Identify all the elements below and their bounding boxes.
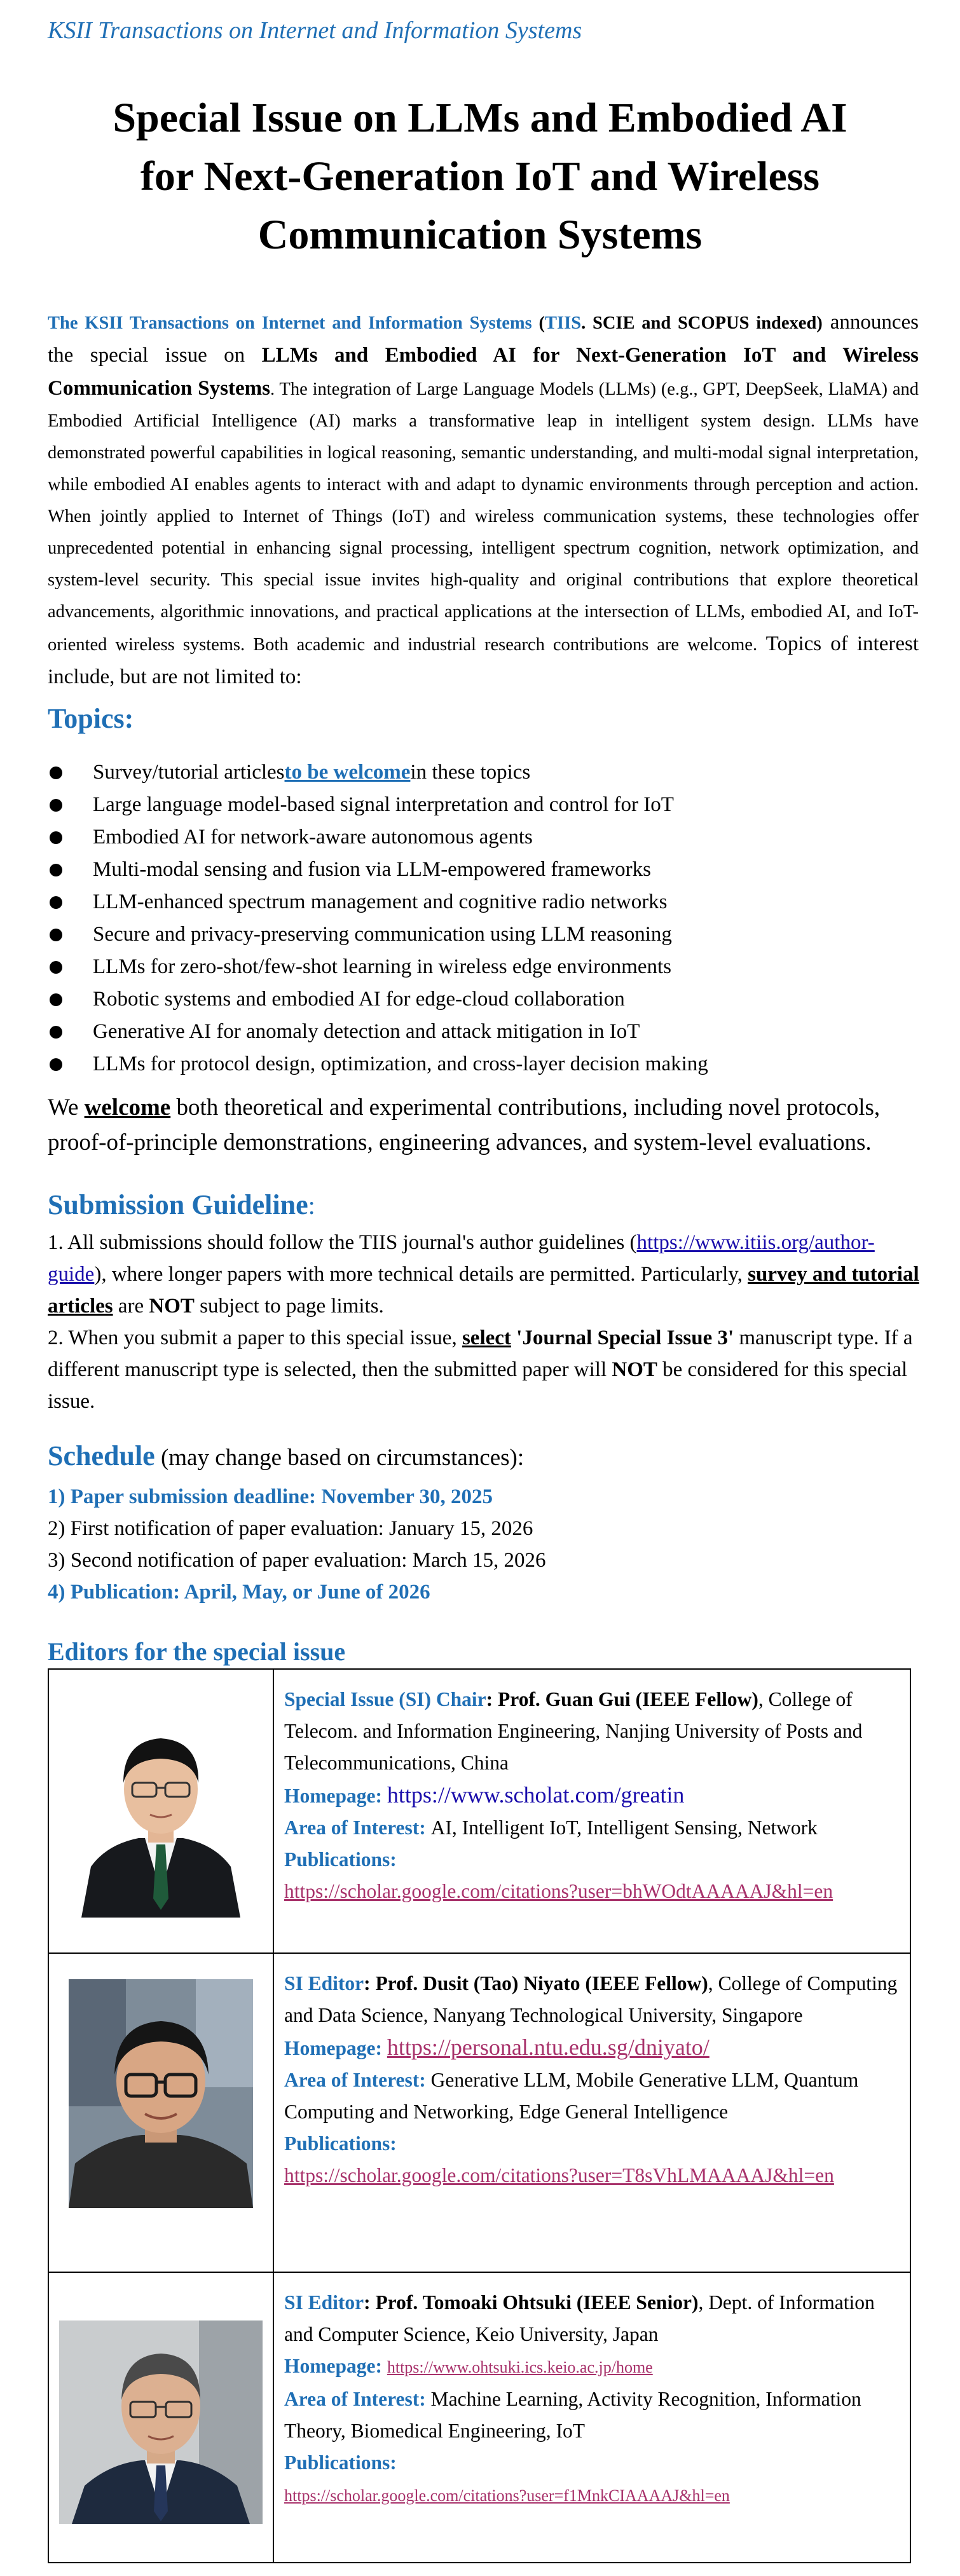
bullet-icon [50, 1026, 62, 1039]
submission-guidelines [48, 1227, 922, 1417]
editor-info-cell: SI Editor: Prof. Tomoaki Ohtsuki (IEEE Senior), Dept. of Information and Computer Science, Keio University, Japan Homepage: https://www.ohtsuki.ics.keio.ac.jp/home Area of Interest: Machine Learning, Activity Recognition, Information Theory, Biomedical Engineering, IoT Publications: https://scholar.google.com/citations?user=f1MnkCIAAAAJ&hl=en [273, 2272, 910, 2563]
bullet-icon [50, 993, 62, 1006]
editor-photo-dusit-niyato [69, 1979, 253, 2208]
editor-photo-cell [48, 2272, 273, 2563]
journal-full-name: The KSII Transactions on Internet and Information Systems [48, 313, 532, 333]
table-row [48, 1953, 910, 2272]
schedule-item-first-notification: 2) First notification of paper evaluation: January 15, 2026 [48, 1517, 533, 1540]
editors-table [48, 1668, 911, 2563]
table-row [48, 2272, 910, 2563]
bullet-icon [50, 799, 62, 812]
schedule-item-deadline: 1) Paper submission deadline: November 30, 2025 [48, 1485, 493, 1508]
topics-heading: Topics: [48, 703, 134, 734]
page-title [51, 89, 909, 264]
to-be-welcome-link[interactable]: to be welcome [284, 761, 411, 784]
title-line-1: Special Issue on LLMs and Embodied AI [113, 95, 847, 141]
schedule-item-publication: 4) Publication: April, May, or June of 2026 [48, 1581, 430, 1604]
editor-photo-cell [48, 1669, 273, 1953]
homepage-link[interactable]: https://www.scholat.com/greatin [387, 1782, 685, 1808]
intro-closing: Topics of interest include, but are not limited to: [48, 632, 919, 688]
list-item: Multi-modal sensing and fusion via LLM-empowered frameworks [48, 854, 708, 886]
intro-open-paren: ( [531, 313, 545, 333]
list-item: Large language model-based signal interpretation and control for IoT [48, 789, 708, 821]
bullet-icon [50, 929, 62, 941]
title-line-2: for Next-Generation IoT and Wireless [140, 153, 820, 200]
bullet-icon [50, 864, 62, 876]
publications-link[interactable]: https://scholar.google.com/citations?user=T8sVhLMAAAAJ&hl=en [284, 2164, 834, 2186]
list-item: LLMs for zero-shot/few-shot learning in wireless edge environments [48, 951, 708, 983]
homepage-link[interactable]: https://personal.ntu.edu.sg/dniyato/ [387, 2034, 710, 2060]
bullet-icon [50, 896, 62, 909]
editors-heading: Editors for the special issue [48, 1637, 346, 1666]
homepage-link[interactable]: https://www.ohtsuki.ics.keio.ac.jp/home [387, 2358, 653, 2376]
bullet-icon [50, 831, 62, 844]
table-row [48, 1669, 910, 1953]
intro-paragraph [48, 306, 919, 694]
schedule-item-second-notification: 3) Second notification of paper evaluation: March 15, 2026 [48, 1549, 546, 1572]
list-item: Embodied AI for network-aware autonomous agents [48, 821, 708, 854]
editor-info-cell: Special Issue (SI) Chair: Prof. Guan Gui (IEEE Fellow), College of Telecom. and Information Engineering, Nanjing University of Posts and Telecommunications, China Homepage: https://www.scholat.com/greatin Area of Interest: AI, Intelligent IoT, Intelligent Sensing, Network Publications: https://scholar.google.com/citations?user=bhWOdtAAAAAJ&hl=en [273, 1669, 910, 1953]
list-item: Generative AI for anomaly detection and attack mitigation in IoT [48, 1016, 708, 1048]
guideline-1: 1. All submissions should follow the TIIS journal's author guidelines (https://www.itiis.org/author-guide), where longer papers with more technical details are permitted. Particularly, survey and tutorial articles are NOT subject to page limits. [48, 1231, 919, 1318]
publications-link[interactable]: https://scholar.google.com/citations?user=f1MnkCIAAAAJ&hl=en [284, 2486, 730, 2505]
list-item: Robotic systems and embodied AI for edge-cloud collaboration [48, 983, 708, 1016]
schedule-heading: Schedule (may change based on circumstances): [48, 1440, 525, 1471]
welcome-word: welcome [84, 1094, 171, 1121]
list-item: Secure and privacy-preserving communication using LLM reasoning [48, 918, 708, 951]
list-item: LLM-enhanced spectrum management and cognitive radio networks [48, 886, 708, 918]
editor-photo-guan-gui [69, 1708, 253, 1918]
issue-name: LLMs and Embodied AI for Next-Generation IoT and Wireless Communication Systems [48, 344, 919, 400]
welcome-paragraph: We welcome both theoretical and experimental contributions, including novel protocols, proof-of-principle demonstrations, engineering advances, and system-level evaluations. [48, 1094, 881, 1155]
list-item: LLMs for protocol design, optimization, and cross-layer decision making [48, 1048, 708, 1080]
title-line-3: Communication Systems [257, 212, 703, 258]
publications-link[interactable]: https://scholar.google.com/citations?user=bhWOdtAAAAAJ&hl=en [284, 1880, 833, 1902]
bullet-icon [50, 1058, 62, 1071]
submission-heading: Submission Guideline: [48, 1189, 315, 1220]
author-guide-link[interactable]: https://www.itiis.org/author-guide [48, 1231, 875, 1286]
editor-photo-tomoaki-ohtsuki [59, 2320, 263, 2524]
guideline-2: 2. When you submit a paper to this special issue, select 'Journal Special Issue 3' manuscript type. If a different manuscript type is selected, then the submitted paper will NOT be considered for this special issue. [48, 1326, 913, 1413]
topics-list [48, 756, 708, 1080]
bullet-icon [50, 767, 62, 779]
editor-info-cell: SI Editor: Prof. Dusit (Tao) Niyato (IEEE Fellow), College of Computing and Data Science, Nanyang Technological University, Singapore Homepage: https://personal.ntu.edu.sg/dniyato/ Area of Interest: Generative LLM, Mobile Generative LLM, Quantum Computing and Networking, Edge General Intelligence Publications: https://scholar.google.com/citations?user=T8sVhLMAAAAJ&hl=en [273, 1953, 910, 2272]
schedule-list [48, 1481, 546, 1608]
intro-body: . The integration of Large Language Models (LLMs) (e.g., GPT, DeepSeek, LlaMA) and Embodied Artificial Intelligence (AI) marks a transformative leap in intelligent system design. LLMs have demonstrated powerful capabilities in logical reasoning, semantic understanding, and multi-modal signal interpretation, while embodied AI enables agents to interact with and adapt to dynamic environments through perception and action. When jointly applied to Internet of Things (IoT) and wireless communication systems, these technologies offer unprecedented potential in enhancing signal processing, intelligent spectrum cognition, network optimization, and system-level security. This special issue invites high-quality and original contributions that explore theoretical advancements, algorithmic innovations, and practical applications at the intersection of LLMs, embodied AI, and IoT-oriented wireless systems. Both academic and industrial research contributions are welcome. [48, 379, 919, 655]
journal-abbr: TIIS [545, 313, 582, 333]
journal-header: KSII Transactions on Internet and Information Systems [48, 17, 582, 44]
editor-photo-cell [48, 1953, 273, 2272]
bullet-icon [50, 961, 62, 974]
announces-text: announces the special issue on [48, 311, 919, 367]
index-note: . SCIE and SCOPUS indexed) [581, 313, 823, 333]
list-item: Survey/tutorial articles to be welcome in these topics [48, 756, 708, 789]
